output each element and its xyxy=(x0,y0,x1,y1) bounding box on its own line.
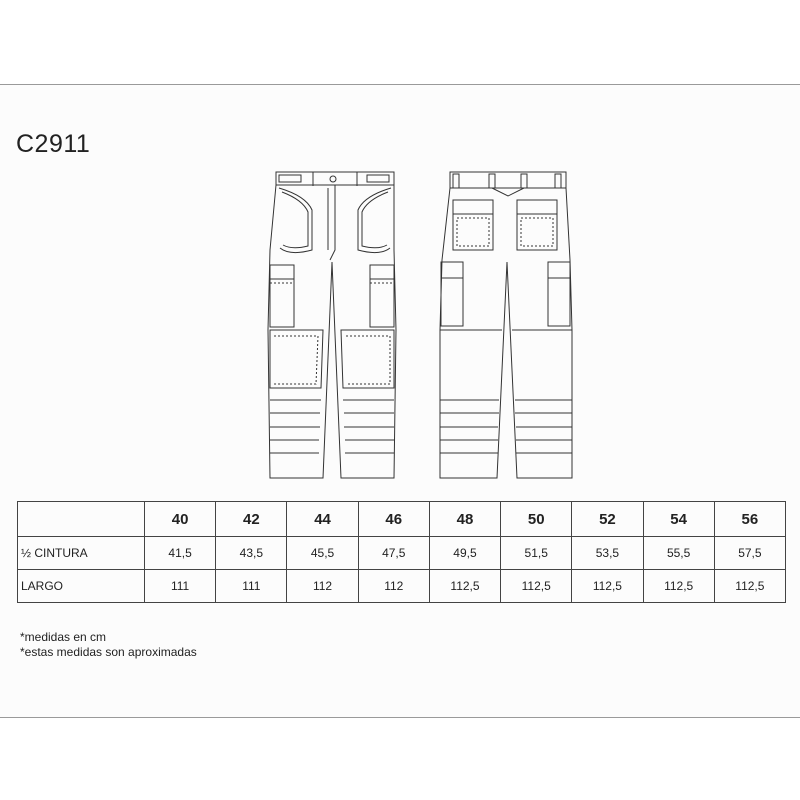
table-cell: 51,5 xyxy=(501,537,572,570)
table-cell: 111 xyxy=(216,570,287,603)
size-header-cell: 42 xyxy=(216,502,287,537)
size-header-cell: 56 xyxy=(714,502,785,537)
size-header-cell: 54 xyxy=(643,502,714,537)
back-view-drawing xyxy=(440,172,572,478)
table-cell: 112,5 xyxy=(714,570,785,603)
table-cell: 43,5 xyxy=(216,537,287,570)
size-header-cell: 50 xyxy=(501,502,572,537)
table-cell: 53,5 xyxy=(572,537,643,570)
size-header-cell: 48 xyxy=(429,502,500,537)
row-label-half-waist: ½ CINTURA xyxy=(18,537,145,570)
table-row xyxy=(18,537,786,570)
note-units: *medidas en cm xyxy=(20,630,107,644)
table-cell: 55,5 xyxy=(643,537,714,570)
table-cell: 112,5 xyxy=(572,570,643,603)
table-cell: 111 xyxy=(145,570,216,603)
note-approximate: *estas medidas son aproximadas xyxy=(20,645,197,659)
row-label-length: LARGO xyxy=(18,570,145,603)
table-cell: 112,5 xyxy=(429,570,500,603)
size-header-cell: 40 xyxy=(145,502,216,537)
table-row xyxy=(18,570,786,603)
size-header-cell: 46 xyxy=(358,502,429,537)
size-chart-table xyxy=(17,501,786,603)
corner-cell xyxy=(18,502,145,537)
table-cell: 49,5 xyxy=(429,537,500,570)
front-view-drawing xyxy=(268,172,396,478)
table-cell: 45,5 xyxy=(287,537,358,570)
measurement-notes xyxy=(20,630,197,660)
table-cell: 112,5 xyxy=(501,570,572,603)
size-header-row xyxy=(18,502,786,537)
size-header-cell: 52 xyxy=(572,502,643,537)
table-cell: 41,5 xyxy=(145,537,216,570)
product-code: C2911 xyxy=(16,130,91,158)
size-header-cell: 44 xyxy=(287,502,358,537)
table-cell: 112 xyxy=(287,570,358,603)
table-cell: 112,5 xyxy=(643,570,714,603)
table-cell: 57,5 xyxy=(714,537,785,570)
table-cell: 47,5 xyxy=(358,537,429,570)
table-cell: 112 xyxy=(358,570,429,603)
